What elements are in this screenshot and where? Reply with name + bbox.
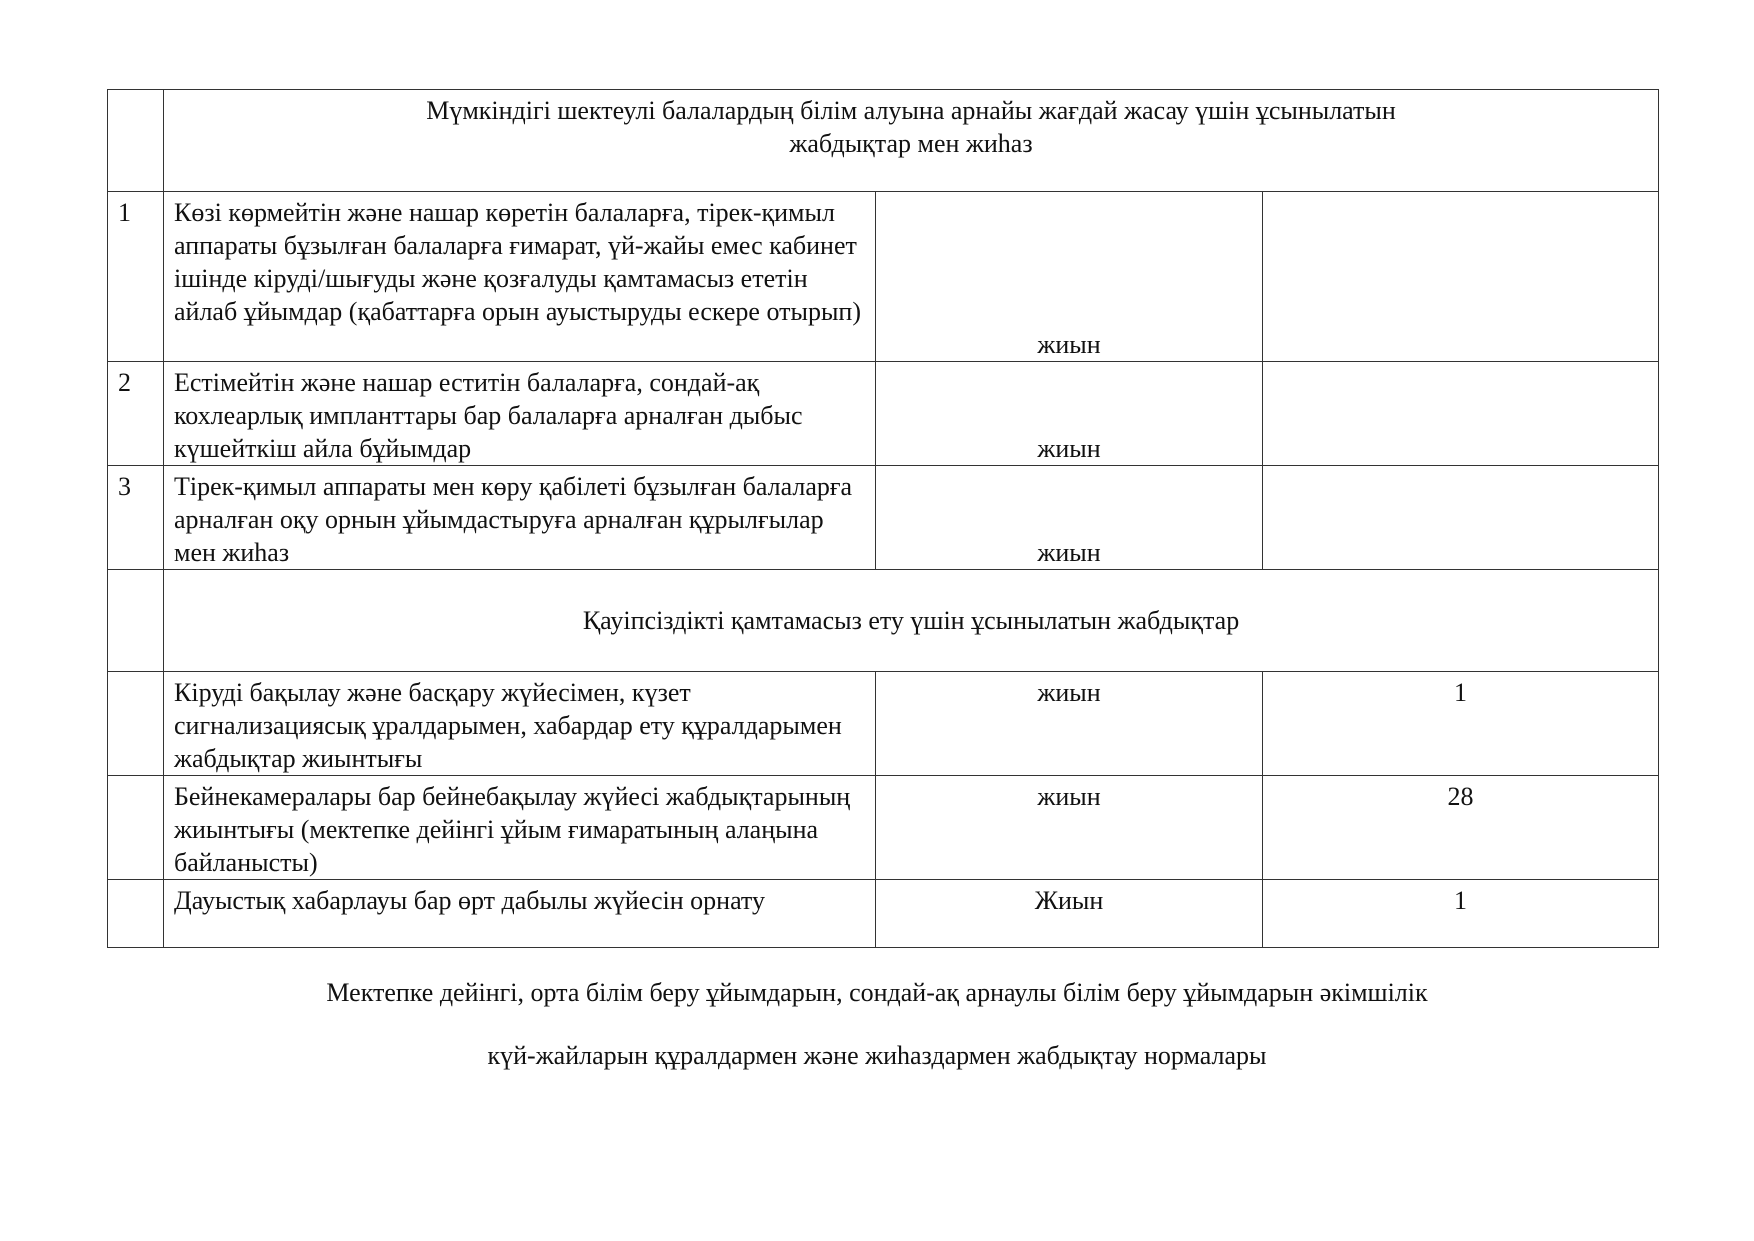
- row-number: 2: [108, 362, 164, 466]
- norms-heading-line-2: күй-жайларын құралдармен және жиһаздармен жабдықтау нормалары: [487, 1041, 1267, 1070]
- norms-heading-line-1: Мектепке дейінгі, орта білім беру ұйымдарын, сондай-ақ арнаулы білім беру ұйымдарын әкімшілік: [326, 978, 1428, 1007]
- item-name: Тірек-қимыл аппараты мен көру қабілеті бұзылған балаларға арналған оқу орнын ұйымдастыруға арналған құрылғылар мен жиһаз: [164, 466, 876, 570]
- section-title-line: жабдықтар мен жиһаз: [789, 129, 1033, 158]
- row-number: [108, 672, 164, 776]
- table-row: [108, 672, 1659, 776]
- item-quantity: 28: [1263, 776, 1659, 880]
- item-name: Бейнекамералары бар бейнебақылау жүйесі жабдықтарының жиынтығы (мектепке дейінгі ұйым ғимаратының алаңына байланысты): [164, 776, 876, 880]
- table-row: [108, 776, 1659, 880]
- item-quantity: 1: [1263, 880, 1659, 948]
- item-unit: жиын: [876, 192, 1263, 362]
- item-unit: жиын: [876, 776, 1263, 880]
- item-quantity: [1263, 466, 1659, 570]
- item-name: Кіруді бақылау және басқару жүйесімен, күзет сигнализациясық ұралдарымен, хабардар ету құралдарымен жабдықтар жиынтығы: [164, 672, 876, 776]
- item-quantity: [1263, 362, 1659, 466]
- section-number-cell: [108, 570, 164, 672]
- section-number-cell: [108, 90, 164, 192]
- table-row: [108, 466, 1659, 570]
- item-unit: жиын: [876, 672, 1263, 776]
- row-number: 1: [108, 192, 164, 362]
- item-unit: жиын: [876, 466, 1263, 570]
- section-title: [164, 90, 1659, 192]
- item-unit: Жиын: [876, 880, 1263, 948]
- item-unit: жиын: [876, 362, 1263, 466]
- row-number: [108, 776, 164, 880]
- item-name: Естімейтін және нашар еститін балаларға, сондай-ақ кохлеарлық импланттары бар балаларға арналған дыбыс күшейткіш айла бұйымдар: [164, 362, 876, 466]
- item-quantity: [1263, 192, 1659, 362]
- item-name: Дауыстық хабарлауы бар өрт дабылы жүйесін орнату: [164, 880, 876, 948]
- row-number: [108, 880, 164, 948]
- section-title-line: Мүмкіндігі шектеулі балалардың білім алуына арнайы жағдай жасау үшін ұсынылатын: [426, 96, 1396, 125]
- section-title: [164, 570, 1659, 672]
- section-header-row: [108, 570, 1659, 672]
- table-row: [108, 880, 1659, 948]
- section-header-row: [108, 90, 1659, 192]
- table-row: [108, 192, 1659, 362]
- row-number: 3: [108, 466, 164, 570]
- item-quantity: 1: [1263, 672, 1659, 776]
- equipment-norms-table: [107, 89, 1659, 948]
- table-row: [108, 362, 1659, 466]
- section-title-line: Қауіпсіздікті қамтамасыз ету үшін ұсынылатын жабдықтар: [582, 606, 1240, 635]
- item-name: Көзі көрмейтін және нашар көретін балаларға, тірек-қимыл аппараты бұзылған балаларға ғимарат, үй-жайы емес кабинет ішінде кіруді/шығуды және қозғалуды қамтамасыз ететін айлаб ұйымдар (қабаттарға орын ауыстыруды ескере отырып): [164, 192, 876, 362]
